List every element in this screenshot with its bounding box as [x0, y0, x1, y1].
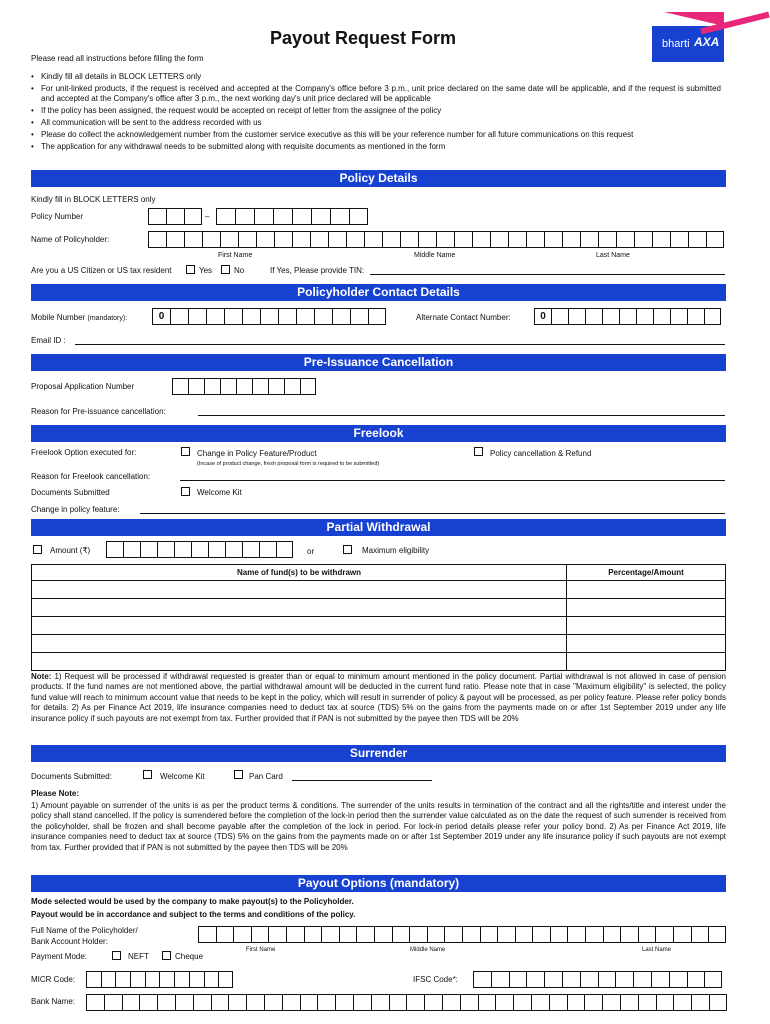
char-box[interactable] — [673, 926, 691, 943]
char-box[interactable] — [268, 378, 284, 395]
char-box[interactable] — [220, 378, 236, 395]
char-box[interactable] — [188, 378, 204, 395]
policy-number-label: Policy Number — [31, 212, 84, 221]
char-box[interactable] — [198, 926, 216, 943]
payment-mode-label: Payment Mode: — [31, 952, 88, 961]
bank-holder-label: Bank Account Holder: — [31, 937, 108, 946]
char-box[interactable] — [704, 308, 721, 325]
char-box[interactable] — [442, 994, 460, 1011]
char-box[interactable] — [353, 994, 371, 1011]
char-box[interactable] — [473, 971, 491, 988]
char-box[interactable] — [86, 994, 104, 1011]
intro-heading: Please read all instructions before filling the form — [31, 54, 204, 63]
section-header-policy-details: Policy Details — [31, 170, 726, 187]
policy-cancellation-label: Policy cancellation & Refund — [490, 449, 592, 458]
pan-card-field[interactable] — [292, 780, 432, 781]
us-no-label: No — [234, 266, 245, 275]
char-box[interactable] — [278, 308, 296, 325]
char-box[interactable] — [300, 994, 318, 1011]
char-box[interactable] — [189, 971, 204, 988]
char-box[interactable] — [670, 231, 688, 248]
char-box[interactable] — [598, 971, 616, 988]
policyholder-name-field[interactable] — [148, 231, 724, 248]
instruction-item: • Please do collect the acknowledgement number from the customer service executive as this will be your reference number for all future communications on this request — [31, 130, 721, 140]
char-box[interactable] — [460, 994, 478, 1011]
char-box[interactable] — [106, 541, 123, 558]
table-row[interactable] — [32, 653, 726, 671]
char-box[interactable] — [436, 231, 454, 248]
char-box[interactable] — [104, 994, 122, 1011]
char-box[interactable] — [172, 378, 188, 395]
middle-name-caption: Middle Name — [414, 252, 456, 259]
email-field[interactable] — [75, 344, 725, 345]
char-box[interactable] — [652, 231, 670, 248]
proposal-number-label: Proposal Application Number — [31, 382, 135, 391]
instruction-item: • The application for any withdrawal needs to be submitted along with requisite documents as mentioned in the form — [31, 142, 721, 152]
char-box[interactable] — [444, 926, 462, 943]
char-box[interactable] — [101, 971, 116, 988]
change-policy-feature-label: Change in policy feature: — [31, 505, 120, 514]
block-letters-note: Kindly fill in BLOCK LETTERS only — [31, 195, 156, 204]
char-box[interactable] — [236, 378, 252, 395]
char-box[interactable] — [462, 926, 480, 943]
char-box[interactable] — [704, 971, 722, 988]
char-box[interactable] — [174, 541, 191, 558]
welcome-kit-label: Welcome Kit — [197, 488, 242, 497]
char-box[interactable] — [216, 926, 234, 943]
pan-card-checkbox[interactable] — [234, 770, 243, 779]
char-box[interactable] — [620, 994, 638, 1011]
char-box[interactable] — [406, 994, 424, 1011]
char-box[interactable] — [228, 994, 246, 1011]
char-box[interactable] — [304, 926, 322, 943]
full-name-label: Full Name of the Policyholder/ — [31, 926, 138, 935]
char-box[interactable] — [321, 926, 339, 943]
instruction-item: • All communication will be sent to the address recorded with us — [31, 118, 721, 128]
char-box[interactable] — [371, 994, 389, 1011]
freelook-reason-label: Reason for Freelook cancellation: — [31, 472, 151, 481]
char-box[interactable] — [602, 308, 619, 325]
char-box[interactable] — [191, 541, 208, 558]
char-box[interactable] — [115, 971, 130, 988]
char-box[interactable] — [615, 971, 633, 988]
policy-number-dash: – — [205, 212, 210, 221]
char-box[interactable] — [157, 994, 175, 1011]
char-box[interactable] — [544, 971, 562, 988]
char-box[interactable] — [638, 994, 656, 1011]
us-no-checkbox[interactable] — [221, 265, 230, 274]
maximum-eligibility-checkbox[interactable] — [343, 545, 352, 554]
email-label: Email ID : — [31, 336, 66, 345]
char-box[interactable] — [472, 231, 490, 248]
cheque-label: Cheque — [175, 952, 204, 961]
char-box[interactable] — [246, 994, 264, 1011]
char-box[interactable] — [509, 971, 527, 988]
char-box[interactable] — [585, 308, 602, 325]
char-box[interactable] — [497, 926, 515, 943]
char-box[interactable] — [356, 926, 374, 943]
section-header-freelook: Freelook — [31, 425, 726, 442]
char-box[interactable] — [310, 231, 328, 248]
us-yes-label: Yes — [199, 266, 213, 275]
amount-field[interactable] — [106, 541, 293, 558]
char-box[interactable] — [193, 994, 211, 1011]
us-citizen-question: Are you a US Citizen or US tax resident — [31, 266, 172, 275]
char-box[interactable] — [211, 994, 229, 1011]
char-box[interactable] — [549, 994, 567, 1011]
char-box[interactable] — [687, 971, 705, 988]
char-box[interactable] — [670, 308, 687, 325]
maximum-eligibility-label: Maximum eligibility — [362, 546, 430, 555]
char-box[interactable] — [276, 541, 293, 558]
pre-issuance-reason-label: Reason for Pre-issuance cancellation: — [31, 407, 166, 416]
char-box[interactable] — [202, 231, 220, 248]
char-box[interactable] — [284, 378, 300, 395]
logo-mark: AXA — [694, 35, 720, 49]
char-box[interactable] — [286, 926, 304, 943]
char-box[interactable] — [148, 231, 166, 248]
char-box[interactable] — [364, 231, 382, 248]
welcome-kit-checkbox[interactable] — [181, 487, 190, 496]
fund-name-header: Name of fund(s) to be withdrawn — [32, 565, 567, 581]
instruction-item: • Kindly fill all details in BLOCK LETTERS only — [31, 72, 721, 82]
char-box[interactable] — [634, 231, 652, 248]
char-box[interactable] — [238, 231, 256, 248]
proposal-number-field[interactable] — [172, 378, 316, 395]
surrender-note: 1) Amount payable on surrender of the units is as per the product terms & conditions. The surrender of the units results in termination of the contract and all the rights/title and interest under the policy shall stand cancelled. If the policy is surrendered before the completion of the lock-in period then the surrender value calculated as on the date the request of such surrender is received from the policyholder, shall be frozen and shall become payable after the completion of the lock in period. For lock-in period details please refer your policy bond. 2) As per Finance Act 2019, life insurance companies need to deduct tax at source (TDS) 5% on the gains from the payments made on or after 1st September 2019 under any life insurance policy if such payouts are not exempt from tax. Further provided that if PAN is not submitted by the payee then TDS will be 20% — [31, 801, 726, 852]
pan-card-label: Pan Card — [249, 772, 283, 781]
char-box[interactable] — [123, 541, 140, 558]
char-box[interactable] — [620, 926, 638, 943]
char-box[interactable] — [206, 308, 224, 325]
char-box[interactable] — [655, 926, 673, 943]
payout-middle-name-caption: Middle Name — [410, 947, 446, 953]
char-box[interactable] — [317, 994, 335, 1011]
policy-cancellation-checkbox[interactable] — [474, 447, 483, 456]
alternate-contact-field[interactable] — [534, 308, 721, 325]
table-row[interactable] — [32, 635, 726, 653]
char-box[interactable] — [220, 231, 238, 248]
policy-number-part2[interactable] — [216, 208, 368, 225]
char-box[interactable] — [550, 926, 568, 943]
char-box[interactable] — [568, 308, 585, 325]
partial-withdrawal-note — [31, 672, 726, 724]
char-box[interactable] — [251, 926, 269, 943]
documents-submitted-label: Documents Submitted — [31, 488, 110, 497]
char-box[interactable] — [139, 994, 157, 1011]
char-box[interactable] — [585, 926, 603, 943]
char-box[interactable] — [526, 231, 544, 248]
note-text: 1) Request will be processed if withdrawal requested is greater than or equal to minimum amount mentioned in the policy document. Partial withdrawal is not allowed in case of pension products. If the fund names are not mentioned above, the partial withdrawal amount will be deducted in the current fund ratio. Please note that in case "Maximum eligibility" is selected, the policy fund value will reach to minimum account value that needs to be kept in the policy, which will result in surrender of policy & payout will be processed, as per policy feature. Please refer policy bonds for details. 2) As per Finance Act 2019, life insurance companies need to deduct tax at source (TDS) 5% on the gains from the payments made on or after 1st September 2019 under any life insurance policy if such payouts are not exempt from tax. Further provided that if PAN is not submitted by the payee then TDS will be 20% — [31, 672, 726, 723]
char-box[interactable] — [86, 971, 101, 988]
char-box[interactable] — [656, 994, 674, 1011]
surrender-welcome-kit-checkbox[interactable] — [143, 770, 152, 779]
char-box[interactable] — [368, 308, 386, 325]
char-box[interactable] — [427, 926, 445, 943]
section-header-contact: Policyholder Contact Details — [31, 284, 726, 301]
mandatory-tag: (mandatory): — [87, 315, 128, 322]
char-box[interactable] — [480, 926, 498, 943]
ifsc-label: IFSC Code*: — [413, 975, 458, 984]
char-box[interactable] — [598, 231, 616, 248]
char-box[interactable]: 0 — [534, 308, 551, 325]
char-box[interactable] — [673, 994, 691, 1011]
neft-checkbox[interactable] — [112, 951, 121, 960]
amount-label: Amount (₹) — [50, 546, 91, 555]
char-box[interactable] — [175, 994, 193, 1011]
char-box[interactable] — [188, 308, 206, 325]
char-box[interactable] — [580, 231, 598, 248]
char-box[interactable] — [532, 926, 550, 943]
char-box[interactable] — [651, 971, 669, 988]
or-label: or — [307, 547, 315, 556]
char-box[interactable] — [225, 541, 242, 558]
mobile-label-text: Mobile Number — [31, 313, 86, 322]
change-feature-checkbox[interactable] — [181, 447, 190, 456]
char-box[interactable] — [653, 308, 670, 325]
char-box[interactable] — [208, 541, 225, 558]
mobile-number-label — [31, 313, 127, 324]
char-box[interactable] — [389, 994, 407, 1011]
char-box[interactable] — [282, 994, 300, 1011]
char-box[interactable] — [350, 308, 368, 325]
fund-withdrawal-table — [31, 564, 726, 671]
table-row[interactable] — [32, 617, 726, 635]
char-box[interactable] — [544, 231, 562, 248]
char-box[interactable] — [531, 994, 549, 1011]
char-box[interactable] — [392, 926, 410, 943]
bank-name-label: Bank Name: — [31, 997, 76, 1006]
pre-issuance-reason-field[interactable] — [198, 415, 725, 416]
char-box[interactable] — [382, 231, 400, 248]
table-row[interactable] — [32, 581, 726, 599]
char-box[interactable] — [636, 308, 653, 325]
tin-label: If Yes, Please provide TIN: — [270, 266, 365, 275]
amount-checkbox[interactable] — [33, 545, 42, 554]
char-box[interactable] — [260, 308, 278, 325]
instruction-item: • For unit-linked products, if the request is received and accepted at the Company's office before 3 p.m., unit price declared on the same date will be applicable, and if the request is submitted and accepted at the Company's office after 3 p.m., the next working day's unit price declared will be applicable — [31, 84, 721, 104]
char-box[interactable] — [264, 994, 282, 1011]
char-box[interactable] — [174, 971, 189, 988]
first-name-caption: First Name — [218, 252, 253, 259]
char-box[interactable] — [454, 231, 472, 248]
char-box[interactable] — [669, 971, 687, 988]
char-box[interactable] — [252, 378, 268, 395]
char-box[interactable] — [562, 971, 580, 988]
char-box[interactable]: 0 — [152, 308, 170, 325]
char-box[interactable] — [233, 926, 251, 943]
char-box[interactable] — [567, 926, 585, 943]
bank-holder-name-field[interactable] — [198, 926, 726, 943]
please-note-label: Please Note: — [31, 789, 80, 798]
char-box[interactable] — [328, 231, 346, 248]
char-box[interactable] — [478, 994, 496, 1011]
char-box[interactable] — [584, 994, 602, 1011]
freelook-reason-field[interactable] — [180, 480, 725, 481]
char-box[interactable] — [708, 926, 726, 943]
char-box[interactable] — [603, 926, 621, 943]
bank-name-field[interactable] — [86, 994, 727, 1011]
char-box[interactable] — [706, 231, 724, 248]
char-box[interactable] — [633, 971, 651, 988]
char-box[interactable] — [274, 231, 292, 248]
micr-field[interactable] — [86, 971, 233, 988]
surrender-documents-label: Documents Submitted: — [31, 772, 112, 781]
char-box[interactable] — [218, 971, 233, 988]
char-box[interactable] — [140, 541, 157, 558]
payout-line-2: Payout would be in accordance and subject to the terms and conditions of the policy. — [31, 910, 356, 919]
page-title: Payout Request Form — [270, 28, 457, 48]
micr-label: MICR Code: — [31, 975, 76, 984]
char-box[interactable] — [490, 231, 508, 248]
char-box[interactable] — [268, 926, 286, 943]
cheque-checkbox[interactable] — [162, 951, 171, 960]
change-policy-feature-field[interactable] — [140, 513, 725, 514]
char-box[interactable] — [157, 541, 174, 558]
char-box[interactable] — [242, 541, 259, 558]
char-box[interactable] — [580, 971, 598, 988]
char-box[interactable] — [691, 994, 709, 1011]
mobile-number-field[interactable] — [152, 308, 386, 325]
section-header-surrender: Surrender — [31, 745, 726, 762]
char-box[interactable] — [551, 308, 568, 325]
section-header-payout: Payout Options (mandatory) — [31, 875, 726, 892]
tin-field[interactable] — [370, 274, 725, 275]
char-box[interactable] — [204, 971, 219, 988]
char-box[interactable] — [159, 971, 174, 988]
char-box[interactable] — [567, 994, 585, 1011]
char-box[interactable] — [300, 378, 316, 395]
char-box[interactable] — [170, 308, 188, 325]
char-box[interactable] — [602, 994, 620, 1011]
logo-text: bharti — [662, 38, 690, 50]
char-box[interactable] — [204, 378, 220, 395]
char-box[interactable] — [638, 926, 656, 943]
char-box[interactable] — [259, 541, 276, 558]
char-box[interactable] — [709, 994, 727, 1011]
char-box[interactable] — [346, 231, 364, 248]
char-box[interactable] — [491, 971, 509, 988]
payout-line-1: Mode selected would be used by the company to make payout(s) to the Policyholder. — [31, 897, 354, 906]
char-box[interactable] — [314, 308, 332, 325]
percentage-header: Percentage/Amount — [567, 565, 726, 581]
char-box[interactable] — [332, 308, 350, 325]
last-name-caption: Last Name — [596, 252, 630, 259]
char-box[interactable] — [515, 926, 533, 943]
char-box[interactable] — [374, 926, 392, 943]
section-header-pre-issuance: Pre-Issuance Cancellation — [31, 354, 726, 371]
instructions-list — [31, 72, 721, 152]
char-box[interactable] — [166, 231, 184, 248]
change-feature-note: (Incase of product change, fresh proposal form is required to be submitted) — [197, 461, 380, 467]
char-box[interactable] — [292, 231, 310, 248]
payout-first-name-caption: First Name — [246, 947, 276, 953]
char-box[interactable] — [687, 308, 704, 325]
char-box[interactable] — [508, 231, 526, 248]
char-box[interactable] — [424, 994, 442, 1011]
char-box[interactable] — [130, 971, 145, 988]
ifsc-field[interactable] — [473, 971, 722, 988]
policy-number-part1[interactable] — [148, 208, 202, 225]
char-box[interactable] — [418, 231, 436, 248]
char-box[interactable] — [145, 971, 160, 988]
char-box[interactable] — [409, 926, 427, 943]
char-box[interactable] — [335, 994, 353, 1011]
surrender-welcome-kit-label: Welcome Kit — [160, 772, 205, 781]
char-box[interactable] — [616, 231, 634, 248]
section-header-partial-withdrawal: Partial Withdrawal — [31, 519, 726, 536]
char-box[interactable] — [513, 994, 531, 1011]
instruction-item: • If the policy has been assigned, the request would be accepted on receipt of letter from the assignee of the policy — [31, 106, 721, 116]
char-box[interactable] — [339, 926, 357, 943]
char-box[interactable] — [242, 308, 260, 325]
char-box[interactable] — [495, 994, 513, 1011]
us-yes-checkbox[interactable] — [186, 265, 195, 274]
neft-label: NEFT — [128, 952, 149, 961]
char-box[interactable] — [619, 308, 636, 325]
char-box[interactable] — [526, 971, 544, 988]
table-row[interactable] — [32, 599, 726, 617]
char-box[interactable] — [256, 231, 274, 248]
note-label: Note: — [31, 672, 52, 681]
char-box[interactable] — [122, 994, 140, 1011]
char-box[interactable] — [691, 926, 709, 943]
policyholder-name-label: Name of Policyholder: — [31, 235, 110, 244]
char-box[interactable] — [296, 308, 314, 325]
char-box[interactable] — [224, 308, 242, 325]
char-box[interactable] — [184, 231, 202, 248]
char-box[interactable] — [688, 231, 706, 248]
char-box[interactable] — [562, 231, 580, 248]
payout-last-name-caption: Last Name — [642, 947, 672, 953]
char-box[interactable] — [400, 231, 418, 248]
freelook-option-label: Freelook Option executed for: — [31, 448, 137, 457]
change-feature-label: Change in Policy Feature/Product — [197, 449, 317, 458]
alternate-contact-label: Alternate Contact Number: — [416, 313, 511, 322]
